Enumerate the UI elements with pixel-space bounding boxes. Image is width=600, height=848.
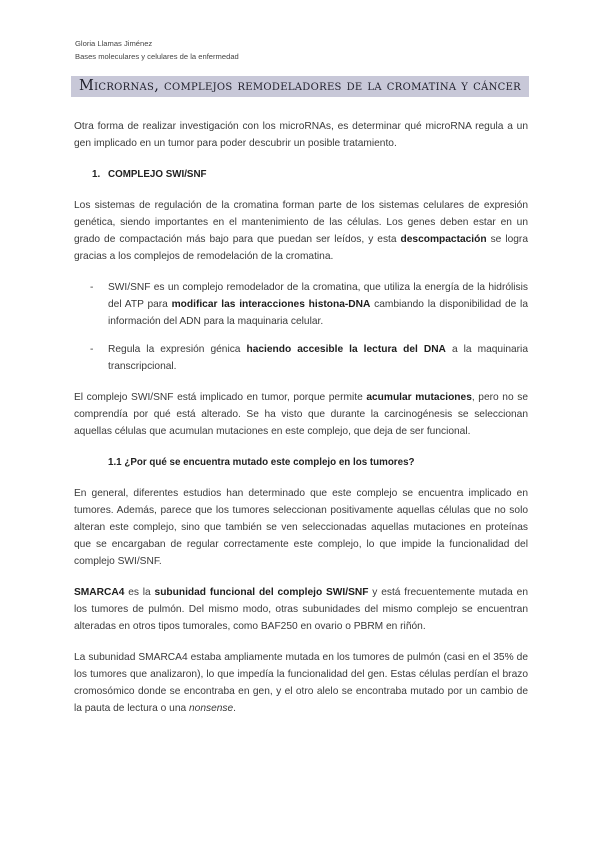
course-name: Bases moleculares y celulares de la enfermedad bbox=[75, 52, 239, 61]
bullet-dash: - bbox=[90, 282, 94, 293]
text-run: Regula la expresión génica bbox=[108, 344, 247, 355]
bold-term: descompactación bbox=[400, 234, 487, 245]
page-header bbox=[75, 37, 239, 63]
text-run: . bbox=[233, 703, 237, 714]
text-run: se logra gracias a los complejos de remodelación de la cromatina. bbox=[74, 234, 528, 262]
italic-term: nonsense bbox=[188, 703, 234, 714]
list-item bbox=[74, 279, 528, 330]
text-run: a la maquinaria transcripcional. bbox=[108, 344, 528, 372]
text-run: cambiando la disponibilidad de la información del ADN para la maquinaria celular. bbox=[108, 299, 528, 327]
subsection-heading: 1.1 ¿Por qué se encuentra mutado este complejo en los tumores? bbox=[108, 457, 415, 468]
paragraph-chromatin bbox=[74, 197, 528, 265]
bold-term: subunidad funcional del complejo SWI/SNF bbox=[154, 587, 369, 598]
title-block bbox=[0, 76, 600, 97]
text-run: , pero no se comprendía por qué está alterado. Se ha visto que durante la carcinogénesis se seleccionan aquellas células que acumulan mutaciones en este complejo, que deja de ser funcional. bbox=[74, 392, 528, 437]
bold-term: haciendo accesible la lectura del DNA bbox=[246, 344, 446, 355]
text-run: es la bbox=[124, 587, 155, 598]
paragraph-lung-tumors bbox=[74, 649, 528, 717]
bullet-dash: - bbox=[90, 344, 94, 355]
author-name: Gloria Llamas Jiménez bbox=[75, 39, 153, 48]
text-run: La subunidad SMARCA4 estaba ampliamente mutada en los tumores de pulmón (casi en el 35% de los tumores que analizaron), lo que impedía la funcionalidad del gen. Estas células perdían el brazo cromosómico donde se encontraba en gen, y el otro alelo se encontraba mutado por un cambio de la pauta de lectura o una bbox=[74, 652, 528, 714]
section-heading bbox=[92, 166, 528, 183]
document-title: Micrornas, complejos remodeladores de la cromatina y cáncer bbox=[71, 76, 529, 97]
intro-paragraph: Otra forma de realizar investigación con los microRNAs, es determinar qué microRNA regula a un gen implicado en un tumor para poder descubrir un posible tratamiento. bbox=[74, 121, 528, 149]
text-run: y está frecuentemente mutada en los tumores de pulmón. Del mismo modo, otras subunidades del mismo complejo se encuentran alteradas en otros tipos tumorales, como BAF250 en ovario o PBRM en riñón. bbox=[74, 587, 529, 632]
text-run: Los sistemas de regulación de la cromatina forman parte de los sistemas celulares de expresión genética, siendo importantes en el mantenimiento de las células. Los genes deben estar en un grado de compactación más bajo para que puedan ser leídos, y esta bbox=[74, 200, 528, 245]
bold-term: modificar las interacciones histona-DNA bbox=[171, 299, 371, 310]
bold-term: SMARCA4 bbox=[74, 587, 125, 598]
paragraph-studies: En general, diferentes estudios han determinado que este complejo se encuentra implicado en tumores. Además, parece que los tumores seleccionan positivamente aquellas células que no solo alteran este complejo, sino que también se ven seleccionadas aquellas mutaciones en proteínas que se encargaban de regular correctamente este complejo, lo que impide la funcionalidad del complejo SWI/SNF. bbox=[74, 488, 528, 567]
paragraph-tumor-link bbox=[74, 389, 528, 440]
section-number: 1. bbox=[92, 169, 101, 180]
bold-term: acumular mutaciones bbox=[366, 392, 472, 403]
paragraph-smarca4 bbox=[74, 584, 528, 635]
section-title: COMPLEJO SWI/SNF bbox=[108, 169, 207, 180]
list-item bbox=[74, 341, 528, 375]
text-run: El complejo SWI/SNF está implicado en tumor, porque permite bbox=[74, 392, 367, 403]
text-run: SWI/SNF es un complejo remodelador de la cromatina, que utiliza la energía de la hidrólisis del ATP para bbox=[108, 282, 528, 310]
document-body bbox=[74, 118, 528, 731]
